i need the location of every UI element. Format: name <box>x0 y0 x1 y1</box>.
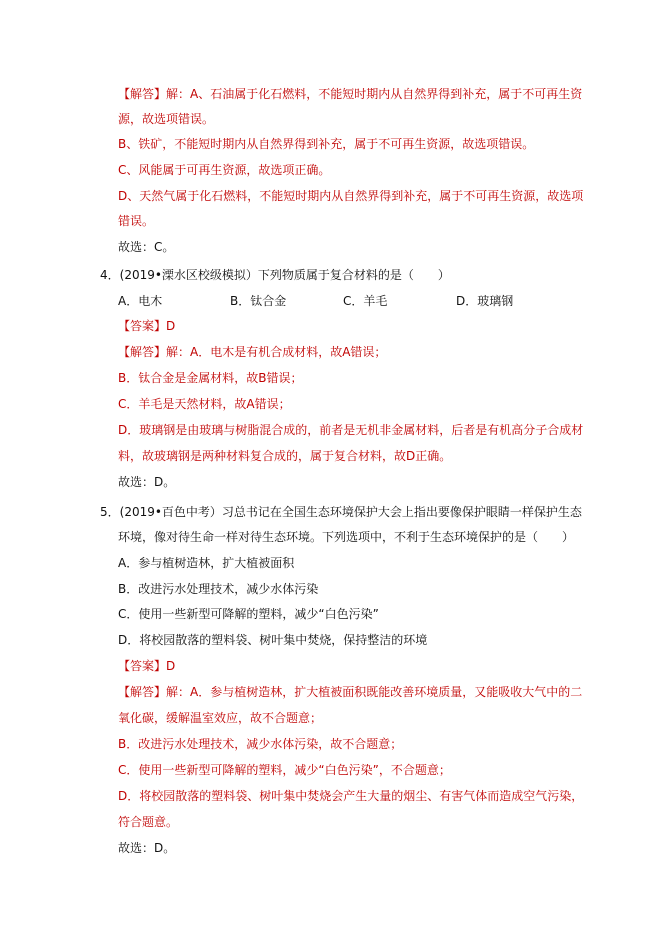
analysis-line: 源，故选项错误。 <box>118 112 215 126</box>
choice-line: 故选：D。 <box>118 475 176 489</box>
analysis-line: B．钛合金是金属材料，故B错误； <box>118 371 303 385</box>
q4-option-d: D．玻璃钢 <box>456 294 514 308</box>
q5-option-a: A．参与植树造林，扩大植被面积 <box>118 556 295 570</box>
question-4-stem: 4．(2019•溧水区校级模拟）下列物质属于复合材料的是（ ） <box>100 268 450 282</box>
analysis-line: B、铁矿，不能短时期内从自然界得到补充，属于不可再生资源，故选项错误。 <box>118 137 535 151</box>
choice-line: 故选：D。 <box>118 841 176 855</box>
q5-option-d: D．将校园散落的塑料袋、树叶集中焚烧，保持整洁的环境 <box>118 633 428 647</box>
analysis-line: 氧化碳，缓解温室效应，故不合题意； <box>118 711 323 725</box>
choice-line: 故选：C。 <box>118 240 175 254</box>
analysis-line: 【解答】解：A．参与植树造林，扩大植被面积既能改善环境质量，又能吸收大气中的二 <box>118 685 583 699</box>
analysis-line: D．玻璃钢是由玻璃与树脂混合成的，前者是无机非金属材料，后者是有机高分子合成材 <box>118 423 584 437</box>
analysis-line: C．羊毛是天然材料，故A错误； <box>118 397 291 411</box>
analysis-line: B．改进污水处理技术，减少水体污染，故不合题意； <box>118 737 403 751</box>
analysis-line: 符合题意。 <box>118 815 179 829</box>
question-5-stem: 5．(2019•百色中考）习总书记在全国生态环境保护大会上指出要像保护眼睛一样保护生态 <box>100 505 582 519</box>
analysis-line: D．将校园散落的塑料袋、树叶集中焚烧会产生大量的烟尘、有害气体而造成空气污染， <box>118 789 584 803</box>
q4-option-a: A．电木 <box>118 294 163 308</box>
q4-option-b: B．钛合金 <box>230 294 287 308</box>
analysis-line: 错误。 <box>118 214 155 228</box>
analysis-line: C、风能属于可再生资源，故选项正确。 <box>118 163 331 177</box>
q5-answer: 【答案】D <box>118 659 176 673</box>
question-5-stem: 环境，像对待生命一样对待生态环境。下列选项中，不利于生态环境保护的是（ ） <box>118 530 575 544</box>
q5-option-b: B．改进污水处理技术，减少水体污染 <box>118 582 319 596</box>
analysis-line: 【解答】解：A、石油属于化石燃料，不能短时期内从自然界得到补充，属于不可再生资 <box>118 87 583 101</box>
analysis-line: C．使用一些新型可降解的塑料，减少“白色污染”，不合题意； <box>118 763 451 777</box>
analysis-line: D、天然气属于化石燃料，不能短时期内从自然界得到补充，属于不可再生资源，故选项 <box>118 189 584 203</box>
q4-answer: 【答案】D <box>118 319 176 333</box>
q4-option-c: C．羊毛 <box>343 294 388 308</box>
analysis-line: 料，故玻璃钢是两种材料复合成的，属于复合材料，故D正确。 <box>118 449 452 463</box>
analysis-line: 【解答】解：A．电木是有机合成材料，故A错误； <box>118 345 387 359</box>
q5-option-c: C．使用一些新型可降解的塑料，减少“白色污染” <box>118 607 379 621</box>
